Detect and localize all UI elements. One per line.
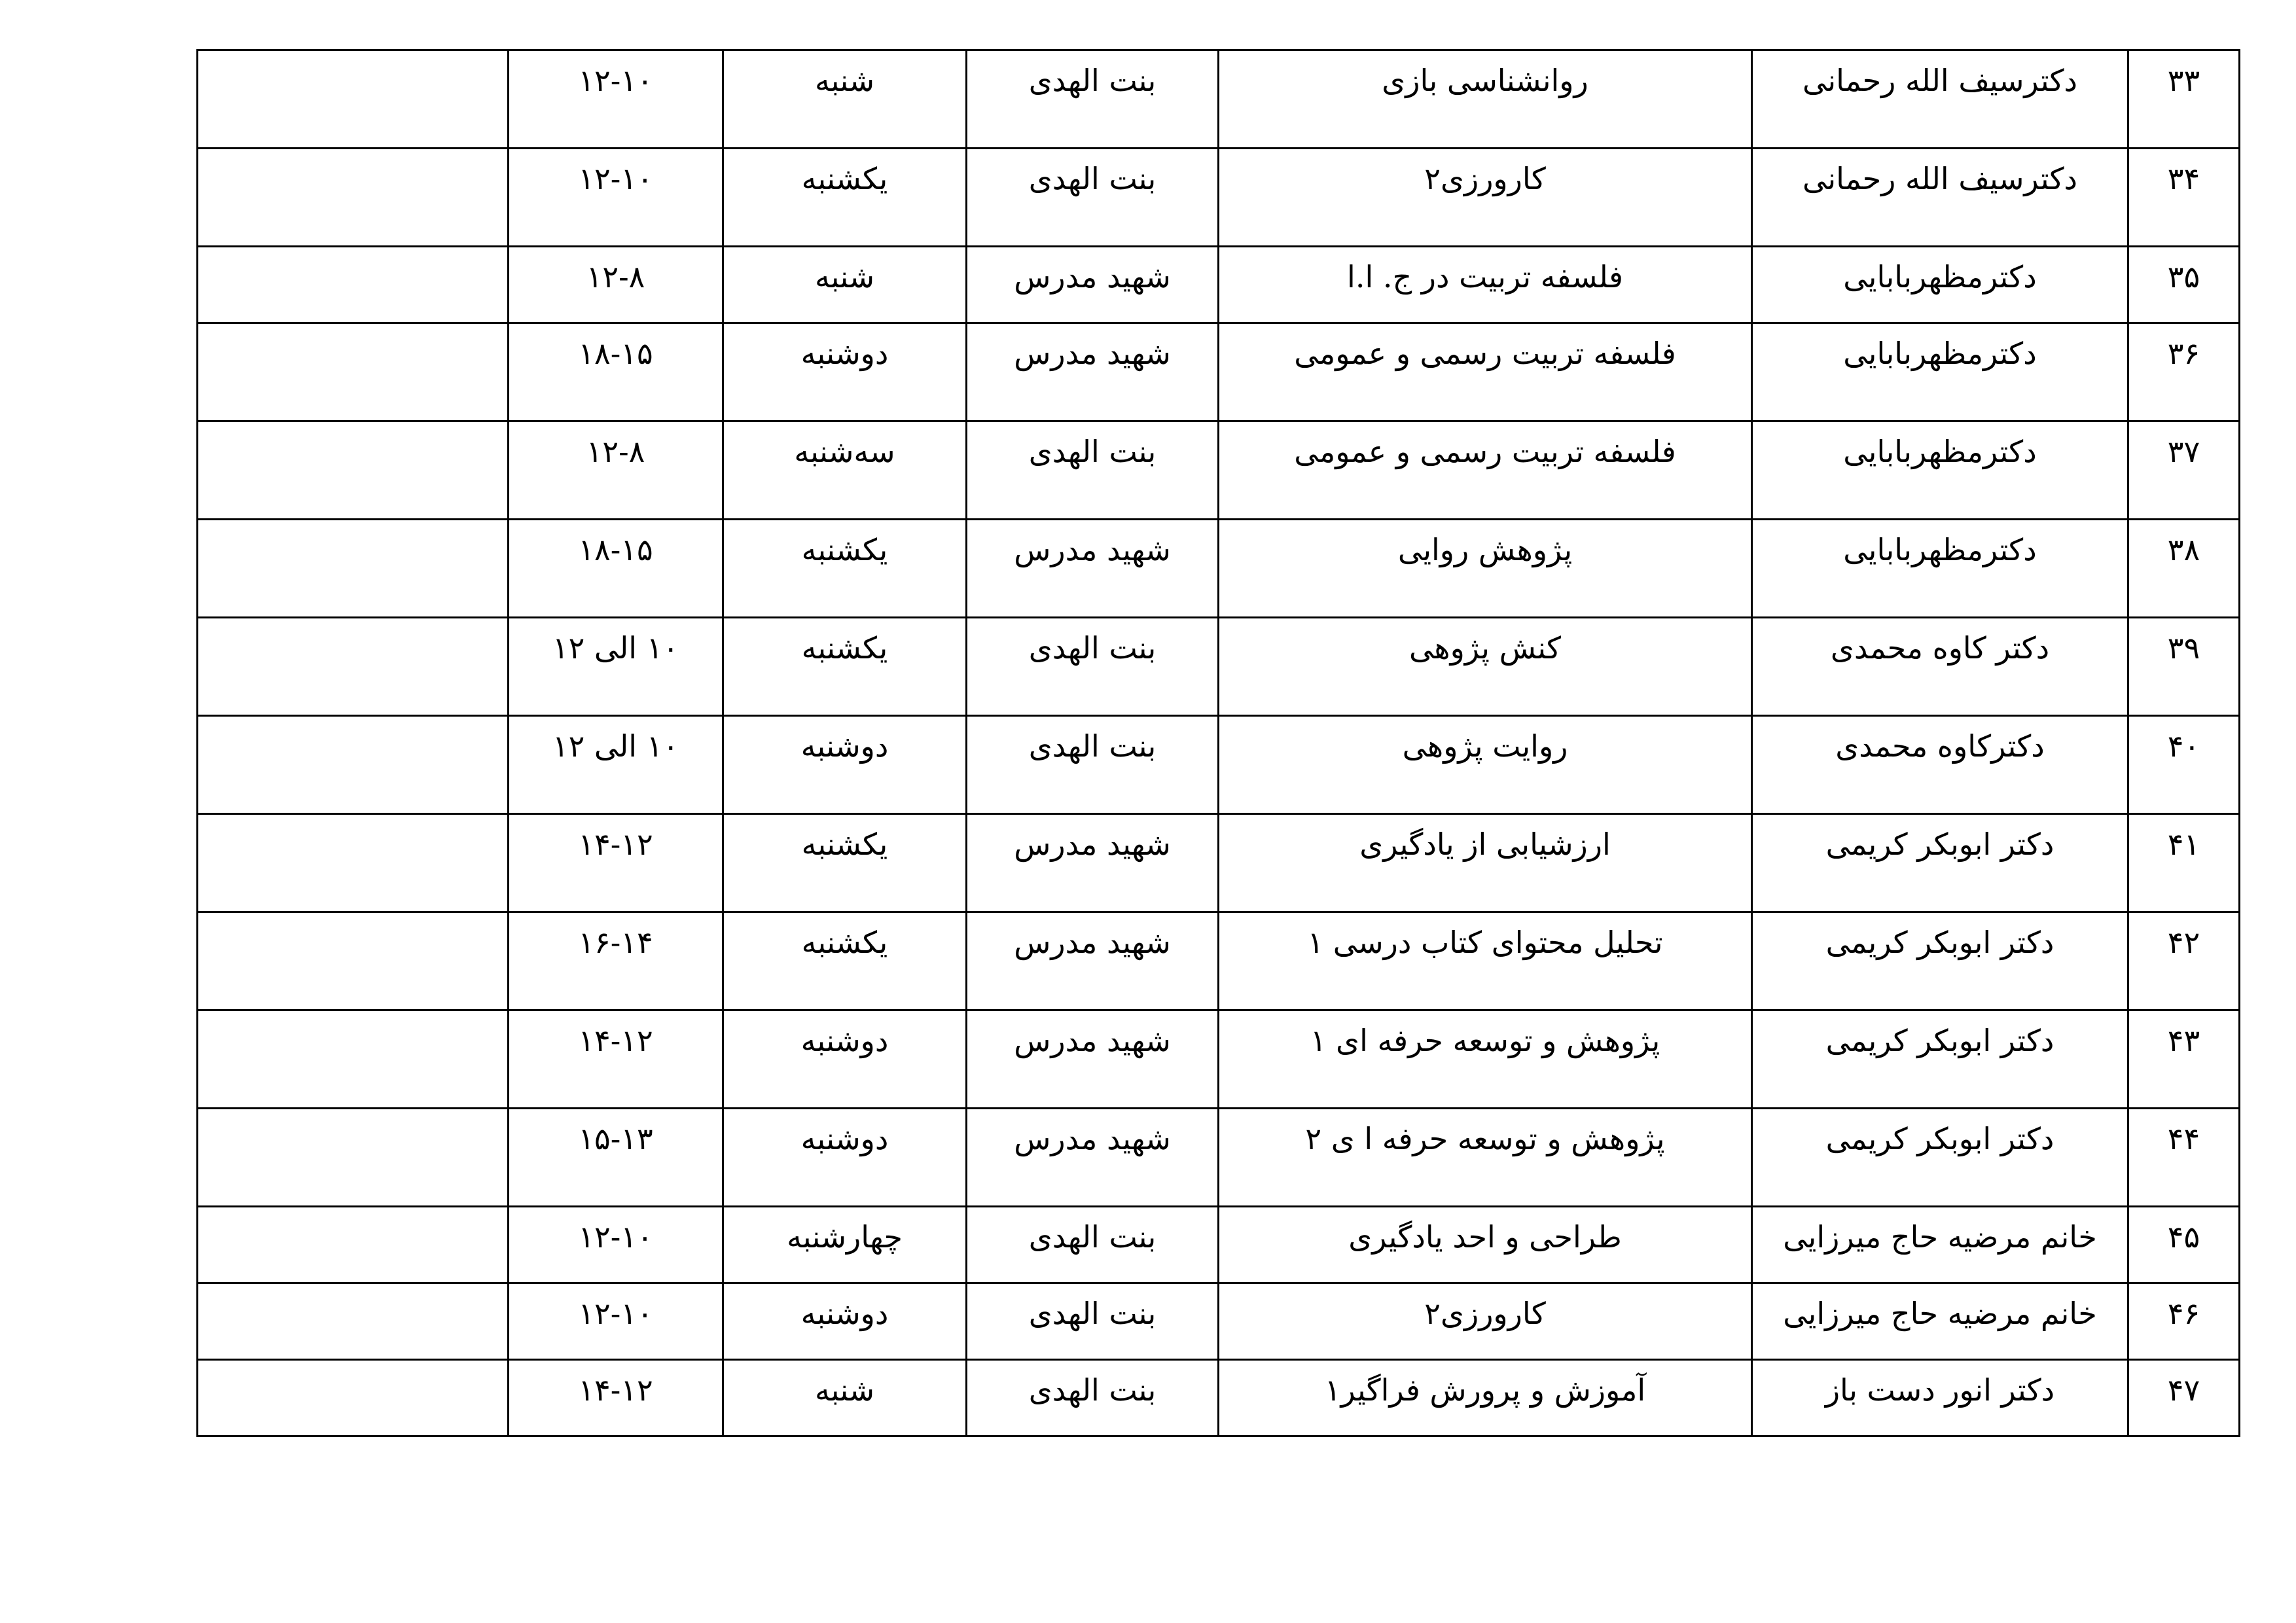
campus-cell: بنت الهدی <box>967 149 1219 247</box>
course-cell: روایت پژوهی <box>1219 716 1752 814</box>
day-cell: سه‌شنبه <box>723 421 967 520</box>
row-number-cell: ۴۲ <box>2128 912 2240 1010</box>
campus-cell: بنت الهدی <box>967 1207 1219 1283</box>
course-cell: پژوهش روایی <box>1219 520 1752 618</box>
table-row <box>198 50 2240 149</box>
notes-cell <box>198 421 509 520</box>
table-row <box>198 716 2240 814</box>
row-number-cell: ۳۸ <box>2128 520 2240 618</box>
notes-cell <box>198 716 509 814</box>
notes-cell <box>198 912 509 1010</box>
teacher-cell: خانم مرضیه حاج میرزایی <box>1752 1207 2128 1283</box>
day-cell: دوشنبه <box>723 1283 967 1360</box>
row-number-cell: ۳۳ <box>2128 50 2240 149</box>
row-number-cell: ۴۷ <box>2128 1360 2240 1436</box>
teacher-cell: خانم مرضیه حاج میرزایی <box>1752 1283 2128 1360</box>
notes-cell <box>198 1207 509 1283</box>
notes-cell <box>198 1109 509 1207</box>
table-row <box>198 618 2240 716</box>
course-cell: فلسفه تربیت رسمی و عمومی <box>1219 421 1752 520</box>
notes-cell <box>198 247 509 323</box>
teacher-cell: دکتر کاوه محمدی <box>1752 618 2128 716</box>
row-number-cell: ۳۵ <box>2128 247 2240 323</box>
time-cell: ۱۴-۱۲ <box>509 814 723 912</box>
teacher-cell: دکتر ابوبکر کریمی <box>1752 912 2128 1010</box>
teacher-cell: دکترسیف الله رحمانی <box>1752 50 2128 149</box>
day-cell: دوشنبه <box>723 323 967 421</box>
course-cell: کنش پژوهی <box>1219 618 1752 716</box>
teacher-cell: دکتر ابوبکر کریمی <box>1752 1010 2128 1109</box>
schedule-table-body <box>198 50 2240 1436</box>
table-row <box>198 814 2240 912</box>
campus-cell: شهید مدرس <box>967 1010 1219 1109</box>
notes-cell <box>198 1010 509 1109</box>
campus-cell: بنت الهدی <box>967 421 1219 520</box>
teacher-cell: دکترکاوه محمدی <box>1752 716 2128 814</box>
table-row <box>198 1283 2240 1360</box>
teacher-cell: دکتر ابوبکر کریمی <box>1752 814 2128 912</box>
course-cell: طراحی و احد یادگیری <box>1219 1207 1752 1283</box>
time-cell: ۱۲-۱۰ <box>509 1283 723 1360</box>
table-row <box>198 1207 2240 1283</box>
teacher-cell: دکترمظهربابایی <box>1752 421 2128 520</box>
teacher-cell: دکترمظهربابایی <box>1752 323 2128 421</box>
day-cell: یکشنبه <box>723 149 967 247</box>
table-row <box>198 520 2240 618</box>
day-cell: دوشنبه <box>723 1109 967 1207</box>
campus-cell: شهید مدرس <box>967 247 1219 323</box>
course-cell: پژوهش و توسعه حرفه ای ۱ <box>1219 1010 1752 1109</box>
table-row <box>198 1360 2240 1436</box>
course-cell: فلسفه تربیت در ج. ا.ا <box>1219 247 1752 323</box>
day-cell: شنبه <box>723 50 967 149</box>
course-cell: کارورزی۲ <box>1219 149 1752 247</box>
day-cell: یکشنبه <box>723 814 967 912</box>
campus-cell: شهید مدرس <box>967 912 1219 1010</box>
notes-cell <box>198 50 509 149</box>
teacher-cell: دکتر ابوبکر کریمی <box>1752 1109 2128 1207</box>
day-cell: شنبه <box>723 247 967 323</box>
day-cell: شنبه <box>723 1360 967 1436</box>
row-number-cell: ۴۳ <box>2128 1010 2240 1109</box>
time-cell: ۱۸-۱۵ <box>509 520 723 618</box>
time-cell: ۱۲-۸ <box>509 247 723 323</box>
campus-cell: شهید مدرس <box>967 520 1219 618</box>
row-number-cell: ۴۴ <box>2128 1109 2240 1207</box>
schedule-table <box>196 49 2240 1437</box>
time-cell: ۱۲-۸ <box>509 421 723 520</box>
campus-cell: شهید مدرس <box>967 323 1219 421</box>
campus-cell: بنت الهدی <box>967 1283 1219 1360</box>
notes-cell <box>198 323 509 421</box>
row-number-cell: ۴۱ <box>2128 814 2240 912</box>
time-cell: ۱۰ الی ۱۲ <box>509 618 723 716</box>
course-cell: تحلیل محتوای کتاب درسی ۱ <box>1219 912 1752 1010</box>
row-number-cell: ۴۰ <box>2128 716 2240 814</box>
notes-cell <box>198 618 509 716</box>
time-cell: ۱۲-۱۰ <box>509 50 723 149</box>
campus-cell: بنت الهدی <box>967 618 1219 716</box>
table-row <box>198 912 2240 1010</box>
course-cell: آموزش و پرورش فراگیر۱ <box>1219 1360 1752 1436</box>
day-cell: یکشنبه <box>723 520 967 618</box>
campus-cell: بنت الهدی <box>967 50 1219 149</box>
row-number-cell: ۳۷ <box>2128 421 2240 520</box>
table-row <box>198 1010 2240 1109</box>
day-cell: دوشنبه <box>723 1010 967 1109</box>
notes-cell <box>198 1360 509 1436</box>
row-number-cell: ۳۹ <box>2128 618 2240 716</box>
table-row <box>198 323 2240 421</box>
campus-cell: بنت الهدی <box>967 716 1219 814</box>
time-cell: ۱۲-۱۰ <box>509 149 723 247</box>
time-cell: ۱۵-۱۳ <box>509 1109 723 1207</box>
table-row <box>198 421 2240 520</box>
day-cell: دوشنبه <box>723 716 967 814</box>
table-row <box>198 1109 2240 1207</box>
campus-cell: شهید مدرس <box>967 814 1219 912</box>
campus-cell: شهید مدرس <box>967 1109 1219 1207</box>
time-cell: ۱۴-۱۲ <box>509 1360 723 1436</box>
row-number-cell: ۴۶ <box>2128 1283 2240 1360</box>
course-cell: ارزشیابی از یادگیری <box>1219 814 1752 912</box>
table-row <box>198 149 2240 247</box>
row-number-cell: ۳۶ <box>2128 323 2240 421</box>
notes-cell <box>198 149 509 247</box>
day-cell: یکشنبه <box>723 912 967 1010</box>
row-number-cell: ۴۵ <box>2128 1207 2240 1283</box>
course-cell: فلسفه تربیت رسمی و عمومی <box>1219 323 1752 421</box>
time-cell: ۱۸-۱۵ <box>509 323 723 421</box>
notes-cell <box>198 1283 509 1360</box>
campus-cell: بنت الهدی <box>967 1360 1219 1436</box>
notes-cell <box>198 520 509 618</box>
time-cell: ۱۰ الی ۱۲ <box>509 716 723 814</box>
table-row <box>198 247 2240 323</box>
teacher-cell: دکترسیف الله رحمانی <box>1752 149 2128 247</box>
teacher-cell: دکتر انور دست باز <box>1752 1360 2128 1436</box>
course-cell: پژوهش و توسعه حرفه ا ی ۲ <box>1219 1109 1752 1207</box>
notes-cell <box>198 814 509 912</box>
time-cell: ۱۲-۱۰ <box>509 1207 723 1283</box>
row-number-cell: ۳۴ <box>2128 149 2240 247</box>
day-cell: چهارشنبه <box>723 1207 967 1283</box>
day-cell: یکشنبه <box>723 618 967 716</box>
time-cell: ۱۴-۱۲ <box>509 1010 723 1109</box>
course-cell: کارورزی۲ <box>1219 1283 1752 1360</box>
course-cell: روانشناسی بازی <box>1219 50 1752 149</box>
teacher-cell: دکترمظهربابایی <box>1752 247 2128 323</box>
time-cell: ۱۶-۱۴ <box>509 912 723 1010</box>
teacher-cell: دکترمظهربابایی <box>1752 520 2128 618</box>
